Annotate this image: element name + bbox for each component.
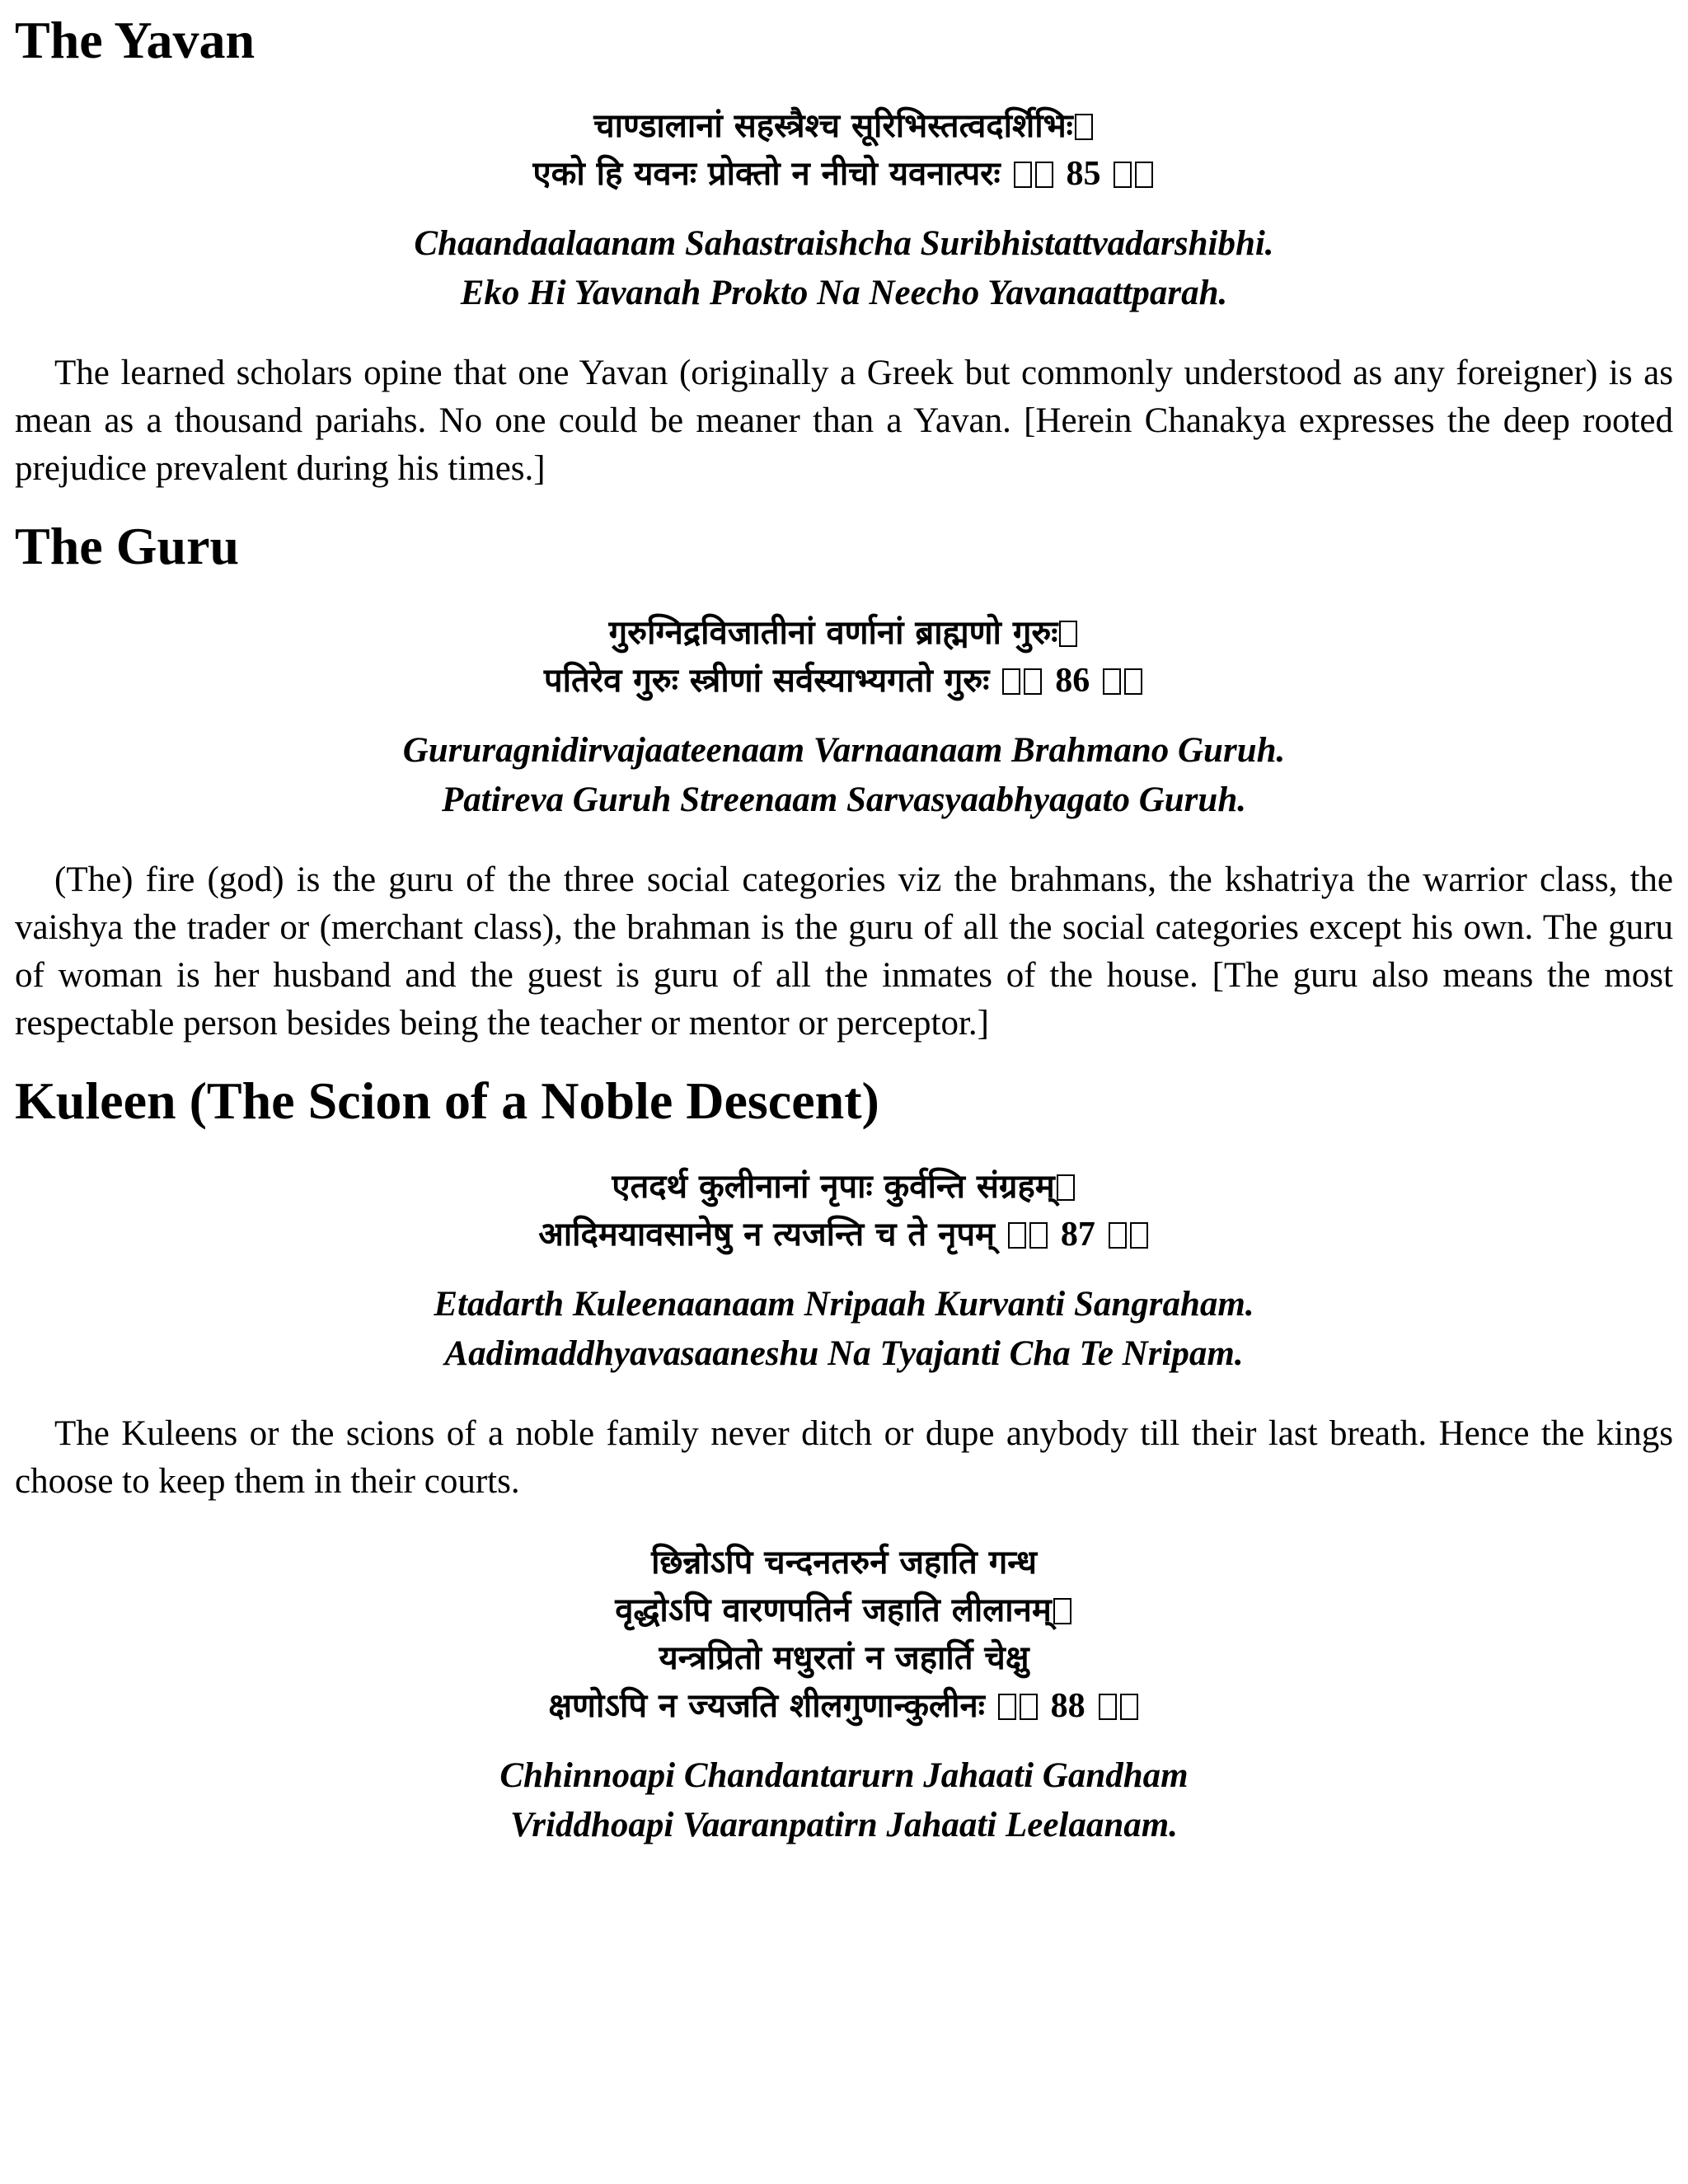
sanskrit-line: आदिमयावसानेषु न त्यजन्ति च ते नृपम्	[538, 1216, 995, 1254]
sanskrit-verse	[15, 1539, 1673, 1730]
sanskrit-verse	[15, 102, 1673, 198]
missing-glyph-icon	[1020, 1694, 1038, 1720]
transliteration	[15, 1751, 1673, 1850]
missing-glyph-icon	[1120, 1694, 1138, 1720]
missing-glyph-icon	[1103, 668, 1121, 695]
transliteration	[15, 726, 1673, 825]
verse-number: 86	[1055, 661, 1090, 700]
translit-line: Chaandaalaanam Sahastraishcha Suribhistattvadarshibhi.	[414, 224, 1274, 264]
missing-glyph-icon	[1075, 114, 1093, 140]
sanskrit-line: छिन्नोऽपि चन्दनतरुर्न जहाति गन्ध	[651, 1544, 1037, 1582]
section-title: The Yavan	[15, 11, 256, 69]
sanskrit-line: एतदर्थ कुलीनानां नृपाः कुर्वन्ति संग्रहम्	[612, 1168, 1055, 1207]
missing-glyph-icon	[1130, 1222, 1148, 1249]
missing-glyph-icon	[1135, 162, 1153, 188]
missing-glyph-icon	[1057, 1174, 1075, 1201]
missing-glyph-icon	[1114, 162, 1132, 188]
missing-glyph-icon	[1053, 1598, 1071, 1624]
verse-number: 85	[1066, 155, 1101, 194]
missing-glyph-icon	[1008, 1222, 1026, 1249]
translit-line: Aadimaddhyavasaaneshu Na Tyajanti Cha Te Nripam.	[444, 1334, 1244, 1374]
translit-line: Etadarth Kuleenaanaam Nripaah Kurvanti Sangraham.	[434, 1285, 1254, 1324]
sanskrit-line: यन्त्रप्रितो मधुरतां न जहार्ति चेक्षु	[659, 1639, 1029, 1678]
body-paragraph: (The) fire (god) is the guru of the three social categories viz the brahmans, the kshatriya the warrior class, the vaishya the trader or (merchant class), the brahman is the guru of all the social categories except his own. The guru of woman is her husband and the guest is guru of all the inmates of the house. [The guru also means the most respectable person besides being the teacher or mentor or perceptor.]	[15, 860, 1673, 1043]
missing-glyph-icon	[1024, 668, 1042, 695]
translit-line: Chhinnoapi Chandantarurn Jahaati Gandham	[499, 1756, 1189, 1796]
translit-line: Patireva Guruh Streenaam Sarvasyaabhyagato Guruh.	[441, 780, 1246, 819]
missing-glyph-icon	[1099, 1694, 1117, 1720]
missing-glyph-icon	[1029, 1222, 1048, 1249]
missing-glyph-icon	[1059, 621, 1077, 647]
missing-glyph-icon	[1002, 668, 1020, 695]
sanskrit-line: चाण्डालानां सहस्त्रैश्च सूरिभिस्तत्वदर्शिभिः	[593, 107, 1073, 146]
missing-glyph-icon	[1109, 1222, 1127, 1249]
body-paragraph: The learned scholars opine that one Yavan (originally a Greek but commonly understood as any foreigner) is as mean as a thousand pariahs. No one could be meaner than a Yavan. [Herein Chanakya expresses the deep rooted prejudice prevalent during his times.]	[15, 354, 1673, 489]
sanskrit-line: एको हि यवनः प्रोक्तो न नीचो यवनात्परः	[532, 155, 1001, 194]
body-paragraph: The Kuleens or the scions of a noble family never ditch or dupe anybody till their last breath. Hence the kings choose to keep them in their courts.	[15, 1414, 1673, 1502]
sanskrit-verse	[15, 609, 1673, 705]
sanskrit-verse	[15, 1163, 1673, 1258]
missing-glyph-icon	[1124, 668, 1142, 695]
section-title: Kuleen (The Scion of a Noble Descent)	[15, 1071, 879, 1130]
missing-glyph-icon	[998, 1694, 1016, 1720]
verse-number: 87	[1060, 1216, 1095, 1254]
missing-glyph-icon	[1035, 162, 1053, 188]
sanskrit-line: पतिरेव गुरुः स्त्रीणां सर्वस्याभ्यगतो गुरुः	[543, 661, 990, 700]
translit-line: Vriddhoapi Vaaranpatirn Jahaati Leelaanam.	[509, 1806, 1178, 1845]
translit-line: Gururagnidirvajaateenaam Varnaanaam Brahmano Guruh.	[402, 730, 1286, 770]
translit-line: Eko Hi Yavanah Prokto Na Neecho Yavanaattparah.	[460, 274, 1228, 313]
sanskrit-line: क्षणोऽपि न ज्यजति शीलगुणान्कुलीनः	[548, 1687, 985, 1726]
verse-number: 88	[1050, 1687, 1085, 1726]
sanskrit-line: गुरुग्निद्रविजातीनां वर्णानां ब्राह्मणो गुरुः	[608, 613, 1058, 652]
transliteration	[15, 219, 1673, 318]
sanskrit-line: वृद्धोऽपि वारणपतिर्न जहाति लीलानम्	[615, 1591, 1052, 1630]
transliteration	[15, 1280, 1673, 1379]
missing-glyph-icon	[1014, 162, 1032, 188]
section-title: The Guru	[15, 517, 240, 576]
